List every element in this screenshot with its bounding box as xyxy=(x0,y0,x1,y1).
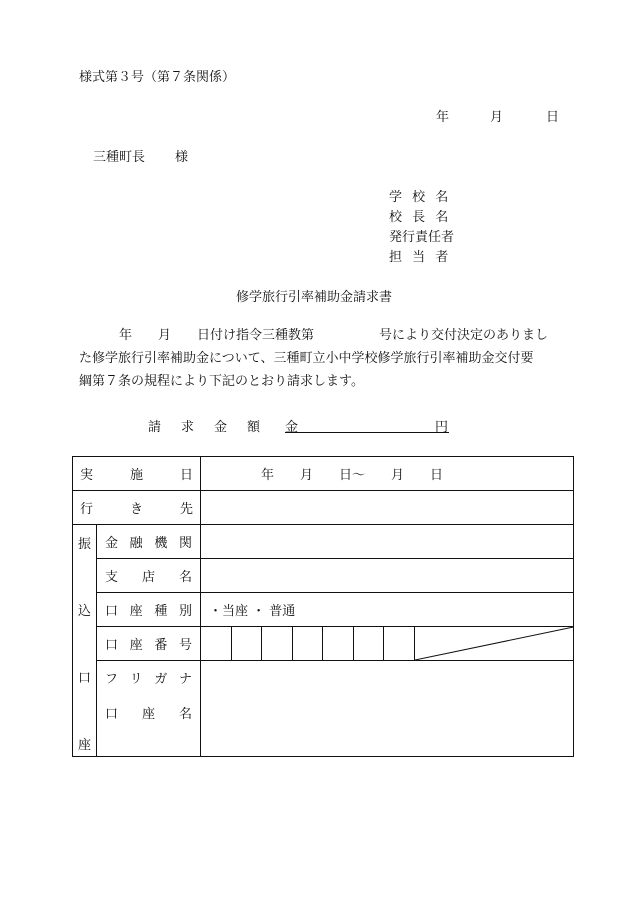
principal-name-label: 校 長 名 xyxy=(389,210,452,225)
account-type-field[interactable]: ・当座 ・ 普通 xyxy=(201,593,574,627)
account-number-field[interactable] xyxy=(201,627,574,661)
request-table xyxy=(72,456,574,757)
row-furigana xyxy=(73,661,574,695)
contact-label: 担 当 者 xyxy=(389,250,452,265)
bank-label: 金 融 機 関 xyxy=(97,525,201,559)
row-bank xyxy=(73,525,574,559)
account-digit-box[interactable] xyxy=(323,627,354,660)
account-digit-box[interactable] xyxy=(262,627,293,660)
destination-field[interactable] xyxy=(201,491,574,525)
furigana-label: フ リ ガ ナ xyxy=(97,661,201,695)
amount-label: 請 求 金 額 xyxy=(148,420,260,435)
account-number-label: 口 座 番 号 xyxy=(97,627,201,661)
body-line-1: 年 月 日付け指令三種教第 号により交付決定のありまし xyxy=(119,328,549,343)
transfer-account-label: 振 込 口 座 xyxy=(73,525,97,757)
row-branch xyxy=(73,559,574,593)
account-name-spacer xyxy=(97,730,201,757)
amount-suffix: 円 xyxy=(435,420,449,435)
branch-field[interactable] xyxy=(201,559,574,593)
account-digit-box[interactable] xyxy=(293,627,324,660)
unused-digit-area xyxy=(415,627,573,660)
body-line-2: た修学旅行引率補助金について、三種町立小中学校修学旅行引率補助金交付要 xyxy=(79,351,534,366)
implementation-date-field[interactable]: 年 月 日～ 月 日 xyxy=(201,457,574,491)
account-name-field[interactable] xyxy=(201,661,574,757)
account-digit-box[interactable] xyxy=(232,627,263,660)
diagonal-strike xyxy=(415,627,573,660)
row-destination xyxy=(73,491,574,525)
amount-prefix: 金 xyxy=(285,420,299,435)
account-name-label: 口 座 名 xyxy=(97,694,201,730)
row-account-type xyxy=(73,593,574,627)
account-type-label: 口 座 種 別 xyxy=(97,593,201,627)
row-implementation-date xyxy=(73,457,574,491)
date-month: 月 xyxy=(490,110,504,125)
document-title: 修学旅行引率補助金請求書 xyxy=(236,290,393,305)
body-line-3: 綱第７条の規程により下記のとおり請求します。 xyxy=(79,374,364,389)
issuer-label: 発行責任者 xyxy=(389,230,455,245)
addressee: 三種町長 xyxy=(93,150,146,165)
addressee-honorific: 様 xyxy=(175,150,189,165)
account-digit-box[interactable] xyxy=(384,627,415,660)
date-day: 日 xyxy=(546,110,560,125)
account-digit-box[interactable] xyxy=(354,627,385,660)
branch-label: 支 店 名 xyxy=(97,559,201,593)
account-digit-box[interactable] xyxy=(201,627,232,660)
school-name-label: 学 校 名 xyxy=(389,190,452,205)
amount-underline xyxy=(285,432,449,433)
implementation-date-label: 実 施 日 xyxy=(73,457,201,491)
row-account-number xyxy=(73,627,574,661)
destination-label: 行 き 先 xyxy=(73,491,201,525)
form-number: 様式第３号（第７条関係） xyxy=(79,70,236,85)
date-year: 年 xyxy=(436,110,450,125)
bank-field[interactable] xyxy=(201,525,574,559)
